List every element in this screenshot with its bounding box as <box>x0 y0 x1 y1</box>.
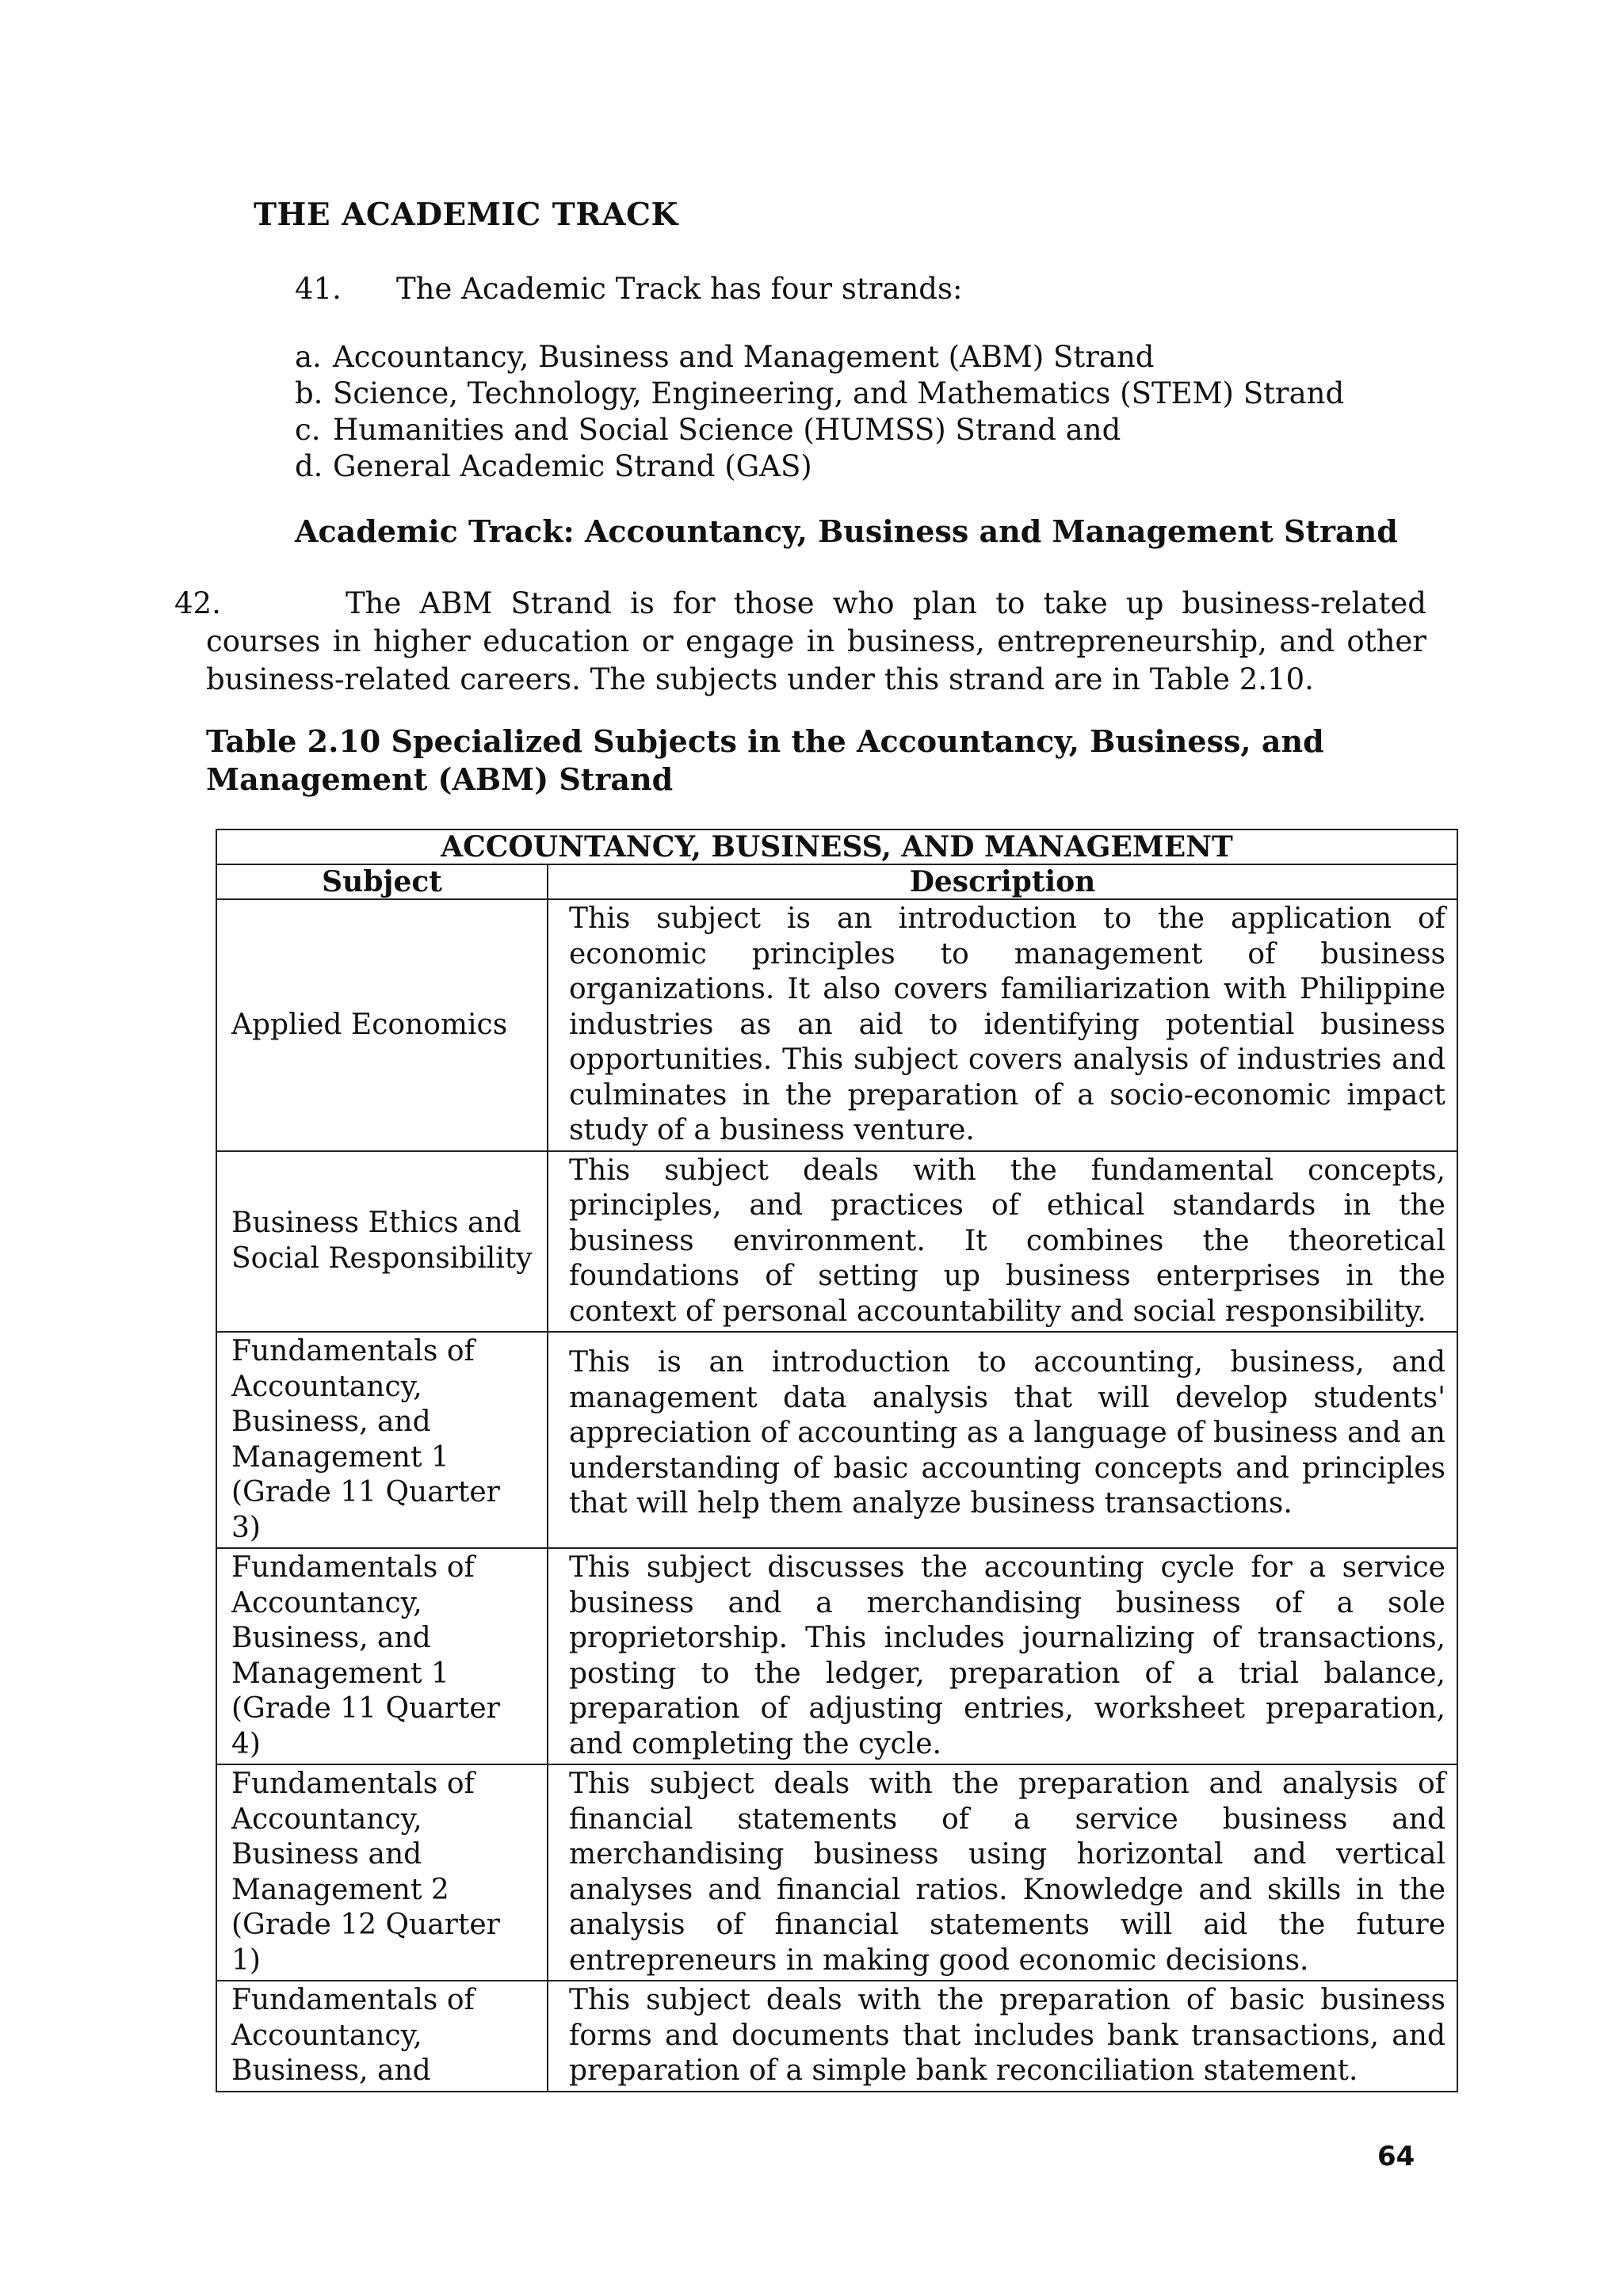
subject-cell: Fundamentals of Accountancy, Business, and Management 1 (Grade 11 Quarter 3) <box>216 1332 548 1548</box>
subject-cell: Fundamentals of Accountancy, Business, and Management 1 (Grade 11 Quarter 4) <box>216 1548 548 1764</box>
paragraph-42 <box>174 585 1426 699</box>
table-row <box>216 1981 1457 2092</box>
table-title-row <box>216 830 1457 864</box>
table-title: ACCOUNTANCY, BUSINESS, AND MANAGEMENT <box>216 830 1457 864</box>
description-cell: This subject deals with the preparation and analysis of financial statements of a service business and merchandising business using horizontal and vertical analyses and financial ratios. Knowledge and skills in the analysis of financial statements will aid the future entrepreneurs in making good economic decisions. <box>548 1764 1457 1981</box>
subject-cell: Fundamentals of Accountancy, Business, and <box>216 1981 548 2092</box>
table-caption: Table 2.10 Specialized Subjects in the Accountancy, Business, and Management (ABM) Strand <box>206 723 1324 797</box>
list-letter: c. <box>295 413 321 447</box>
description-cell: This subject deals with the fundamental concepts, principles, and practices of ethical standards in the business environment. It combines the theoretical foundations of setting up business enterprises in the context of personal accountability and social responsibility. <box>548 1151 1457 1333</box>
abm-subjects-table <box>216 829 1458 2092</box>
table-header-row <box>216 864 1457 899</box>
section-title: THE ACADEMIC TRACK <box>254 196 678 233</box>
description-cell: This subject discusses the accounting cycle for a service business and a merchandising business of a sole proprietorship. This includes journalizing of transactions, posting to the ledger, preparation of a trial balance, preparation of adjusting entries, worksheet preparation, and completing the cycle. <box>548 1548 1457 1764</box>
subject-cell: Applied Economics <box>216 899 548 1151</box>
list-item <box>295 412 1344 448</box>
subject-cell: Business Ethics and Social Responsibility <box>216 1151 548 1333</box>
table-row <box>216 1548 1457 1764</box>
table-row <box>216 899 1457 1151</box>
list-text: Accountancy, Business and Management (ABM) Strand <box>333 340 1155 374</box>
column-header-description: Description <box>548 864 1457 899</box>
strand-list <box>295 339 1344 485</box>
list-item <box>295 339 1344 376</box>
list-item <box>295 376 1344 412</box>
paragraph-text: The Academic Track has four strands: <box>396 272 963 306</box>
description-cell: This is an introduction to accounting, business, and management data analysis that will develop students' appreciation of accounting as a language of business and an understanding of basic accounting concepts and principles that will help them analyze business transactions. <box>548 1332 1457 1548</box>
paragraph-number: 41. <box>295 272 342 306</box>
description-cell: This subject deals with the preparation of basic business forms and documents that includes bank transactions, and preparation of a simple bank reconciliation statement. <box>548 1981 1457 2092</box>
list-text: Humanities and Social Science (HUMSS) Strand and <box>333 413 1121 447</box>
description-cell: This subject is an introduction to the application of economic principles to management of business organizations. It also covers familiarization with Philippine industries as an aid to identifying potential business opportunities. This subject covers analysis of industries and culminates in the preparation of a socio-economic impact study of a business venture. <box>548 899 1457 1151</box>
table-row <box>216 1764 1457 1981</box>
list-letter: a. <box>295 340 322 374</box>
subheading: Academic Track: Accountancy, Business and Management Strand <box>295 513 1398 549</box>
page-number: 64 <box>1377 2141 1415 2172</box>
paragraph-text: The ABM Strand is for those who plan to take up business-related courses in higher education or engage in business, entrepreneurship, and other business-related careers. The subjects under this strand are in Table 2.10. <box>206 586 1426 696</box>
table-row <box>216 1332 1457 1548</box>
list-text: Science, Technology, Engineering, and Mathematics (STEM) Strand <box>333 376 1345 410</box>
paragraph-41 <box>295 272 962 306</box>
paragraph-number: 42. <box>174 586 221 620</box>
list-letter: d. <box>295 449 323 483</box>
list-letter: b. <box>295 376 323 410</box>
column-header-subject: Subject <box>216 864 548 899</box>
table-row <box>216 1151 1457 1333</box>
subject-cell: Fundamentals of Accountancy, Business and Management 2 (Grade 12 Quarter 1) <box>216 1764 548 1981</box>
list-item <box>295 448 1344 485</box>
list-text: General Academic Strand (GAS) <box>333 449 812 483</box>
